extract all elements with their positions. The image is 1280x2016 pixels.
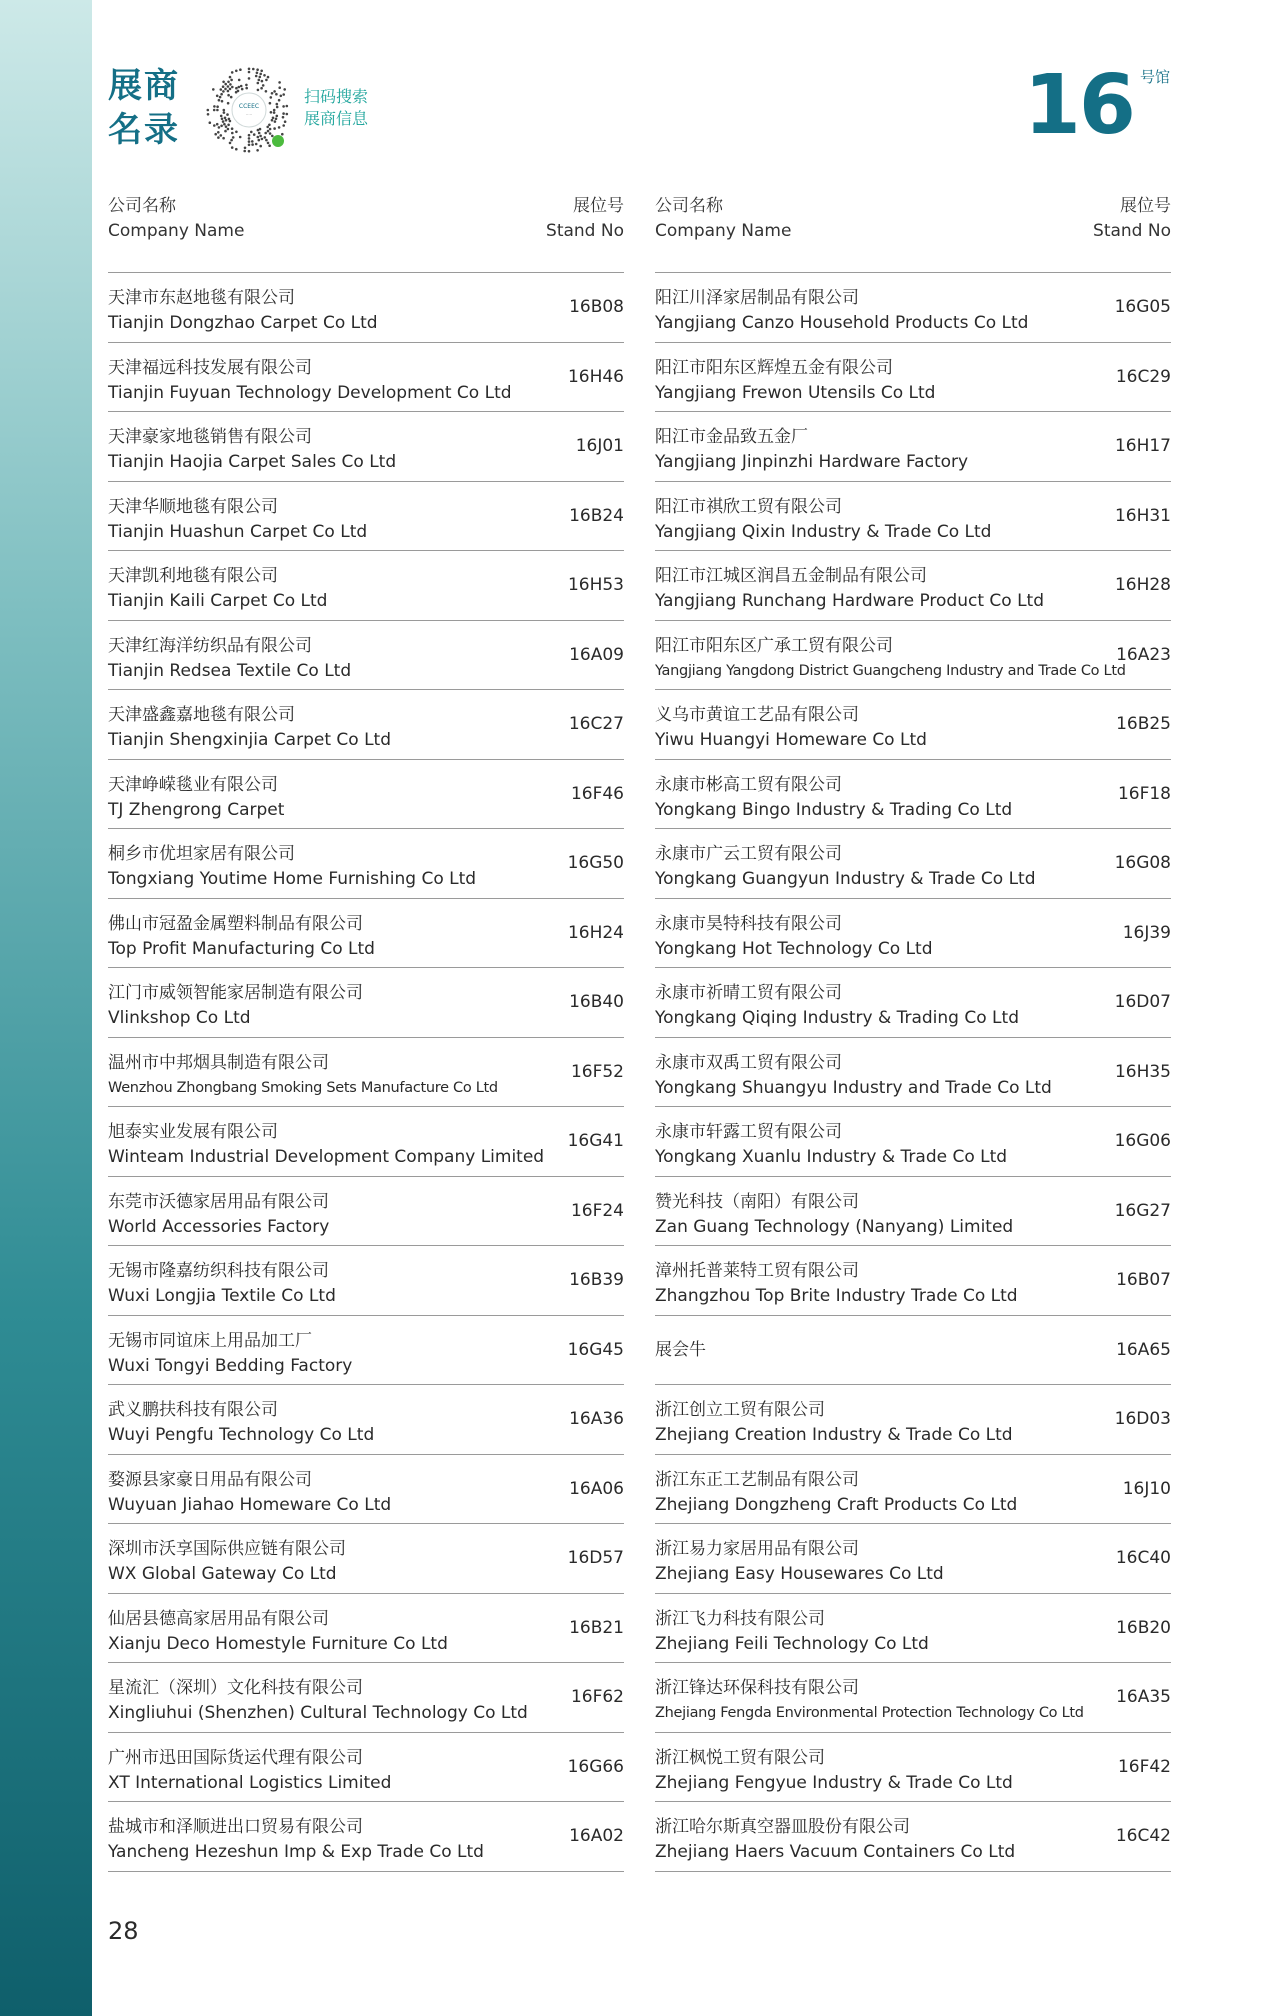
exhibitor-row	[108, 829, 624, 899]
stand-no-cn: 展位号	[573, 196, 624, 216]
qr-code-icon[interactable]	[206, 67, 292, 153]
company-name-en: Top Profit Manufacturing Co Ltd	[108, 938, 375, 959]
stand-number: 16B24	[569, 505, 624, 526]
company-name-en: Yangjiang Frewon Utensils Co Ltd	[655, 382, 936, 403]
company-name-cn: 星流汇（深圳）文化科技有限公司	[108, 1678, 363, 1698]
svg-text:CCEEC: CCEEC	[238, 103, 260, 110]
company-name-en: Xingliuhui (Shenzhen) Cultural Technology Co Ltd	[108, 1703, 528, 1723]
page-header	[108, 58, 1178, 164]
company-name-cn: 义乌市黄谊工艺品有限公司	[655, 705, 859, 725]
exhibitor-row	[108, 760, 624, 830]
company-name-en: TJ Zhengrong Carpet	[108, 799, 285, 820]
stand-number: 16A09	[569, 644, 624, 665]
exhibitor-row	[108, 412, 624, 482]
exhibitor-row	[108, 1385, 624, 1455]
stand-number: 16H53	[567, 575, 624, 595]
company-name-cn: 深圳市沃享国际供应链有限公司	[108, 1539, 346, 1559]
exhibitor-row	[655, 899, 1171, 969]
company-name-en: World Accessories Factory	[108, 1216, 330, 1237]
company-name-en: Zan Guang Technology (Nanyang) Limited	[655, 1216, 1014, 1237]
stand-number: 16H24	[567, 922, 624, 943]
stand-number: 16J01	[575, 436, 624, 456]
company-name-cn: 永康市彬高工贸有限公司	[655, 774, 842, 795]
stand-number: 16A65	[1116, 1339, 1171, 1360]
company-name-cn: 公司名称	[655, 196, 723, 216]
company-name-en: Zhejiang Feili Technology Co Ltd	[655, 1633, 929, 1654]
company-name-cn: 无锡市同谊床上用品加工厂	[108, 1330, 312, 1351]
exhibitor-row	[655, 621, 1171, 691]
company-name-en: Wuxi Longjia Textile Co Ltd	[108, 1286, 336, 1306]
exhibitor-row	[655, 273, 1171, 343]
stand-number: 16B40	[569, 992, 624, 1012]
stand-no-cn: 展位号	[1120, 196, 1171, 216]
exhibitor-row	[655, 1038, 1171, 1108]
company-name-cn: 武义鹏扶科技有限公司	[108, 1400, 278, 1420]
exhibitor-row	[655, 412, 1171, 482]
company-name-cn: 温州市中邦烟具制造有限公司	[108, 1052, 329, 1073]
stand-no-heading	[546, 194, 624, 244]
company-name-cn: 漳州托普莱特工贸有限公司	[655, 1261, 859, 1281]
stand-number: 16C40	[1115, 1548, 1171, 1568]
company-name-en: Zhejiang Fengyue Industry & Trade Co Ltd	[655, 1772, 1013, 1793]
company-name-cn: 阳江市金品致五金厂	[655, 427, 808, 447]
exhibitor-row	[108, 621, 624, 691]
exhibitor-row	[108, 1316, 624, 1386]
company-name-en: Tianjin Fuyuan Technology Development Co Ltd	[108, 382, 512, 403]
company-name-cn: 浙江哈尔斯真空器皿股份有限公司	[655, 1817, 910, 1837]
exhibitor-row	[655, 1177, 1171, 1247]
exhibitor-row	[108, 968, 624, 1038]
company-name-en: Zhangzhou Top Brite Industry Trade Co Ltd	[655, 1286, 1018, 1306]
stand-number: 16C29	[1115, 366, 1171, 387]
company-name-cn: 永康市广云工贸有限公司	[655, 844, 842, 864]
company-name-cn: 天津豪家地毯销售有限公司	[108, 427, 312, 447]
company-name-cn: 永康市昊特科技有限公司	[655, 913, 842, 934]
company-name-cn: 永康市双禹工贸有限公司	[655, 1052, 842, 1073]
stand-number: 16B07	[1116, 1270, 1171, 1290]
stand-number: 16D03	[1114, 1409, 1171, 1429]
stand-number: 16G05	[1114, 297, 1171, 317]
exhibitor-row	[108, 482, 624, 552]
exhibitor-row	[108, 343, 624, 413]
exhibitor-row	[655, 690, 1171, 760]
stand-number: 16G27	[1114, 1200, 1171, 1221]
company-name-en: Yongkang Bingo Industry & Trading Co Ltd	[655, 799, 1013, 820]
exhibitor-row	[108, 1038, 624, 1108]
stand-number: 16C42	[1115, 1826, 1171, 1846]
company-name-en: Yiwu Huangyi Homeware Co Ltd	[655, 730, 927, 750]
company-name-en: XT International Logistics Limited	[108, 1772, 392, 1793]
hall-label: 号馆	[1139, 68, 1170, 86]
company-name-en: Tianjin Shengxinjia Carpet Co Ltd	[108, 730, 392, 750]
exhibitor-row	[655, 829, 1171, 899]
company-name-en: Yangjiang Jinpinzhi Hardware Factory	[655, 452, 969, 472]
company-name-heading	[655, 194, 791, 244]
stand-no-en: Stand No	[1093, 221, 1171, 241]
company-name-en: Company Name	[655, 221, 792, 241]
hall-number: 16	[1023, 58, 1134, 153]
company-name-en: Yongkang Xuanlu Industry & Trade Co Ltd	[655, 1147, 1008, 1167]
exhibitor-row	[655, 1316, 1171, 1386]
company-name-cn: 天津凯利地毯有限公司	[108, 566, 278, 586]
stand-number: 16G41	[567, 1131, 624, 1151]
company-name-en: Tianjin Redsea Textile Co Ltd	[108, 660, 352, 681]
stand-number: 16B20	[1116, 1617, 1171, 1638]
stand-number: 16B21	[569, 1617, 624, 1638]
exhibitor-row	[108, 899, 624, 969]
stand-number: 16G50	[567, 853, 624, 873]
exhibitor-row	[108, 273, 624, 343]
exhibitor-row	[108, 1733, 624, 1803]
company-name-en: Yangjiang Qixin Industry & Trade Co Ltd	[655, 521, 992, 542]
page-number: 28	[108, 1917, 139, 1945]
exhibitor-row	[655, 1107, 1171, 1177]
company-name-cn: 赞光科技（南阳）有限公司	[655, 1191, 859, 1212]
stand-number: 16F46	[570, 783, 624, 804]
exhibitor-row	[655, 1246, 1171, 1316]
column-header	[108, 194, 624, 273]
stand-number: 16C27	[568, 714, 624, 734]
scan-line-1: 扫码搜索	[304, 87, 369, 106]
exhibitor-row	[108, 551, 624, 621]
left-column	[108, 194, 624, 1872]
stand-number: 16A02	[569, 1826, 624, 1846]
company-name-cn: 天津华顺地毯有限公司	[108, 496, 278, 517]
exhibitor-row	[655, 551, 1171, 621]
company-name-en: Tongxiang Youtime Home Furnishing Co Ltd	[108, 869, 477, 889]
stand-no-heading	[1093, 194, 1171, 244]
company-name-cn: 永康市祈晴工贸有限公司	[655, 983, 842, 1003]
company-name-en: Tianjin Haojia Carpet Sales Co Ltd	[108, 452, 397, 472]
company-name-cn: 浙江枫悦工贸有限公司	[655, 1747, 825, 1768]
stand-number: 16A06	[569, 1478, 624, 1499]
right-exhibitor-list	[655, 273, 1171, 1872]
stand-number: 16B25	[1116, 714, 1171, 734]
company-name-cn: 天津红海洋纺织品有限公司	[108, 635, 312, 656]
company-name-en: Company Name	[108, 221, 245, 241]
company-name-en: Yongkang Qiqing Industry & Trading Co Ltd	[655, 1008, 1019, 1028]
company-name-en: Zhejiang Creation Industry & Trade Co Ltd	[655, 1425, 1013, 1445]
exhibitor-row	[655, 1455, 1171, 1525]
company-name-cn: 旭泰实业发展有限公司	[108, 1122, 278, 1142]
company-name-cn: 浙江东正工艺制品有限公司	[655, 1469, 859, 1490]
company-name-en: Wuyuan Jiahao Homeware Co Ltd	[108, 1494, 392, 1515]
stand-number: 16G06	[1114, 1131, 1171, 1151]
company-name-en: Yongkang Guangyun Industry & Trade Co Ltd	[655, 869, 1036, 889]
company-name-cn: 江门市威领智能家居制造有限公司	[108, 983, 363, 1003]
company-name-en: Zhejiang Dongzheng Craft Products Co Ltd	[655, 1494, 1018, 1515]
stand-number: 16J10	[1122, 1478, 1171, 1499]
company-name-en: Zhejiang Easy Housewares Co Ltd	[655, 1564, 944, 1584]
company-name-cn: 天津盛鑫嘉地毯有限公司	[108, 705, 295, 725]
company-name-cn: 展会牛	[655, 1339, 706, 1360]
stand-number: 16H17	[1114, 436, 1171, 456]
company-name-en: Wuxi Tongyi Bedding Factory	[108, 1355, 353, 1376]
company-name-en: Tianjin Dongzhao Carpet Co Ltd	[108, 313, 378, 333]
stand-number: 16H28	[1114, 575, 1171, 595]
stand-number: 16B08	[569, 297, 624, 317]
scan-line-2: 展商信息	[304, 109, 369, 128]
exhibitor-row	[108, 1594, 624, 1664]
exhibitor-row	[108, 1524, 624, 1594]
company-name-en: Wenzhou Zhongbang Smoking Sets Manufacture Co Ltd	[108, 1079, 498, 1096]
side-gradient-bar	[0, 0, 92, 2016]
company-name-cn: 盐城市和泽顺进出口贸易有限公司	[108, 1817, 363, 1837]
stand-number: 16G45	[567, 1339, 624, 1360]
exhibitor-row	[108, 1455, 624, 1525]
company-name-en: WX Global Gateway Co Ltd	[108, 1564, 337, 1584]
company-name-cn: 阳江市祺欣工贸有限公司	[655, 496, 842, 517]
exhibitor-row	[655, 968, 1171, 1038]
exhibitor-row	[655, 343, 1171, 413]
stand-number: 16F52	[570, 1061, 624, 1082]
company-name-cn: 浙江易力家居用品有限公司	[655, 1539, 859, 1559]
svg-text:·····: ·····	[245, 112, 253, 117]
company-name-en: Tianjin Kaili Carpet Co Ltd	[108, 591, 328, 611]
exhibitor-row	[655, 1733, 1171, 1803]
company-name-cn: 阳江市阳东区辉煌五金有限公司	[655, 357, 893, 378]
company-name-en: Winteam Industrial Development Company Limited	[108, 1147, 545, 1167]
company-name-cn: 仙居县德高家居用品有限公司	[108, 1608, 329, 1629]
stand-number: 16F42	[1117, 1756, 1171, 1777]
page-title	[108, 64, 180, 152]
company-name-cn: 公司名称	[108, 196, 176, 216]
stand-number: 16H35	[1114, 1061, 1171, 1082]
exhibitor-row	[108, 690, 624, 760]
company-name-en: Yangjiang Yangdong District Guangcheng Industry and Trade Co Ltd	[655, 662, 1126, 679]
stand-number: 16F24	[570, 1200, 624, 1221]
company-name-en: Zhejiang Haers Vacuum Containers Co Ltd	[655, 1842, 1016, 1862]
exhibitor-row	[108, 1177, 624, 1247]
company-name-en: Xianju Deco Homestyle Furniture Co Ltd	[108, 1633, 448, 1654]
company-name-en: Yancheng Hezeshun Imp & Exp Trade Co Ltd	[108, 1842, 484, 1862]
company-name-en: Wuyi Pengfu Technology Co Ltd	[108, 1425, 375, 1445]
stand-number: 16A36	[569, 1409, 624, 1429]
company-name-cn: 阳江市阳东区广承工贸有限公司	[655, 635, 893, 656]
exhibitor-row	[108, 1246, 624, 1316]
exhibitor-row	[655, 760, 1171, 830]
exhibitor-row	[655, 1594, 1171, 1664]
exhibitor-row	[655, 1385, 1171, 1455]
stand-number: 16G66	[567, 1756, 624, 1777]
stand-number: 16H31	[1114, 505, 1171, 526]
stand-number: 16B39	[569, 1270, 624, 1290]
company-name-cn: 浙江创立工贸有限公司	[655, 1400, 825, 1420]
company-name-cn: 天津峥嵘毯业有限公司	[108, 774, 278, 795]
exhibitor-row	[108, 1802, 624, 1872]
title-line-1: 展商	[108, 66, 180, 106]
column-header	[655, 194, 1171, 273]
company-name-en: Yangjiang Canzo Household Products Co Ltd	[655, 313, 1029, 333]
stand-number: 16F18	[1117, 783, 1171, 804]
stand-number: 16J39	[1122, 922, 1171, 943]
scan-instruction	[304, 86, 368, 130]
stand-number: 16G08	[1114, 853, 1171, 873]
left-exhibitor-list	[108, 273, 624, 1872]
title-line-2: 名录	[108, 110, 180, 150]
company-name-en: Yongkang Hot Technology Co Ltd	[655, 938, 933, 959]
right-column	[655, 194, 1171, 1872]
stand-number: 16A23	[1116, 644, 1171, 665]
company-name-cn: 浙江锋达环保科技有限公司	[655, 1678, 859, 1698]
exhibitor-row	[108, 1107, 624, 1177]
company-name-en: Zhejiang Fengda Environmental Protection Technology Co Ltd	[655, 1705, 1084, 1721]
company-name-en: Vlinkshop Co Ltd	[108, 1008, 251, 1028]
company-name-cn: 阳江川泽家居制品有限公司	[655, 288, 859, 308]
company-name-en: Yangjiang Runchang Hardware Product Co Ltd	[655, 591, 1044, 611]
exhibitor-row	[108, 1663, 624, 1733]
exhibitor-row	[655, 1663, 1171, 1733]
company-name-cn: 无锡市隆嘉纺织科技有限公司	[108, 1261, 329, 1281]
stand-number: 16D07	[1114, 992, 1171, 1012]
company-name-cn: 永康市轩露工贸有限公司	[655, 1122, 842, 1142]
company-name-cn: 广州市迅田国际货运代理有限公司	[108, 1747, 363, 1768]
company-name-cn: 天津市东赵地毯有限公司	[108, 288, 295, 308]
company-name-heading	[108, 194, 244, 244]
stand-number: 16F62	[570, 1687, 624, 1707]
exhibitor-row	[655, 1524, 1171, 1594]
company-name-cn: 天津福远科技发展有限公司	[108, 357, 312, 378]
stand-number: 16D57	[567, 1548, 624, 1568]
company-name-en: Tianjin Huashun Carpet Co Ltd	[108, 521, 368, 542]
exhibitor-row	[655, 482, 1171, 552]
company-name-cn: 桐乡市优坦家居有限公司	[108, 844, 295, 864]
stand-number: 16H46	[567, 366, 624, 387]
company-name-cn: 东莞市沃德家居用品有限公司	[108, 1191, 329, 1212]
stand-number: 16A35	[1116, 1687, 1171, 1707]
exhibitor-row	[655, 1802, 1171, 1872]
company-name-cn: 佛山市冠盈金属塑料制品有限公司	[108, 913, 363, 934]
company-name-cn: 阳江市江城区润昌五金制品有限公司	[655, 566, 927, 586]
stand-no-en: Stand No	[546, 221, 624, 241]
company-name-en: Yongkang Shuangyu Industry and Trade Co Ltd	[655, 1077, 1052, 1098]
company-name-cn: 浙江飞力科技有限公司	[655, 1608, 825, 1629]
company-name-cn: 婺源县家豪日用品有限公司	[108, 1469, 312, 1490]
